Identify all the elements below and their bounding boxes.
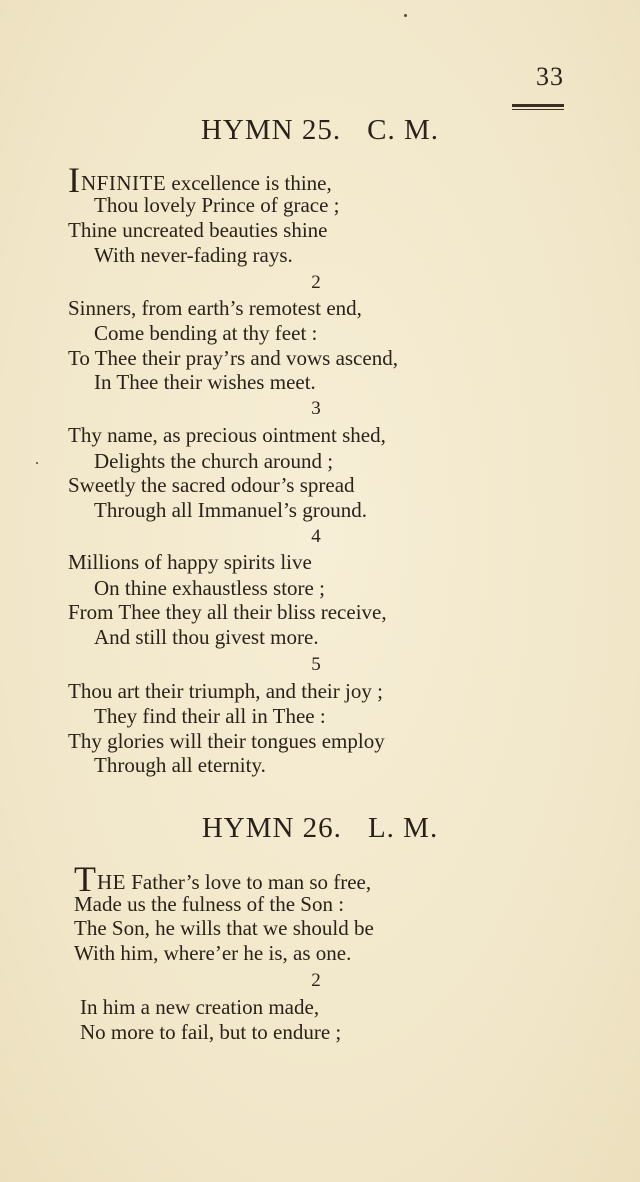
stanza-number: 2 [311, 970, 321, 991]
verse-line: They find their all in Thee : [94, 704, 326, 728]
ink-speck [404, 14, 407, 17]
first-word-caps: HE [97, 870, 126, 894]
first-word-caps: NFINITE [81, 171, 167, 195]
verse-line: Come bending at thy feet : [94, 321, 318, 345]
stanza-number: 4 [311, 526, 321, 547]
verse-line: Sinners, from earth’s remotest end, [68, 296, 362, 320]
header-rule-thin [512, 109, 564, 110]
stanza-number: 3 [311, 398, 321, 419]
verse-text: Father’s love to man so free, [126, 870, 372, 894]
verse-line: Thou lovely Prince of grace ; [94, 193, 340, 217]
verse-line: Thou art their triumph, and their joy ; [68, 679, 383, 703]
verse-text: excellence is thine, [166, 171, 332, 195]
verse-line: In him a new creation made, [80, 995, 320, 1019]
hymn-title [0, 812, 640, 845]
verse-line: Delights the church around ; [94, 449, 334, 473]
verse-line: Sweetly the sacred odour’s spread [68, 473, 355, 497]
verse-line: And still thou givest more. [94, 625, 319, 649]
hymn-title [0, 114, 640, 147]
drop-cap: T [74, 859, 96, 899]
header-rule [512, 104, 564, 107]
verse-line: Thy glories will their tongues employ [68, 729, 385, 753]
verse-line: Through all eternity. [94, 753, 266, 777]
verse-line: From Thee they all their bliss receive, [68, 600, 387, 624]
verse-line [74, 859, 372, 899]
verse-line [68, 160, 332, 200]
verse-line: Through all Immanuel’s ground. [94, 498, 367, 522]
verse-line: No more to fail, but to endure ; [80, 1020, 342, 1044]
hymn-number-label: HYMN 26. [201, 812, 342, 844]
verse-line: Thy name, as precious ointment shed, [68, 423, 386, 447]
page-number: 33 [536, 62, 564, 91]
verse-line: With him, where’er he is, as one. [74, 941, 352, 965]
verse-line: On thine exhaustless store ; [94, 576, 325, 600]
stanza-number: 5 [311, 654, 321, 675]
verse-line: Made us the fulness of the Son : [74, 892, 345, 916]
ink-speck [36, 462, 38, 464]
verse-line: With never-fading rays. [94, 243, 293, 267]
hymn-meter: L. M. [367, 812, 439, 844]
verse-line: The Son, he wills that we should be [74, 916, 374, 940]
drop-cap: I [68, 160, 80, 200]
hymn-number-label: HYMN 25. [200, 114, 342, 146]
verse-line: To Thee their pray’rs and vows ascend, [68, 346, 398, 370]
hymn-meter: C. M. [367, 114, 439, 146]
verse-line: Thine uncreated beauties shine [68, 218, 328, 242]
verse-line: In Thee their wishes meet. [94, 370, 316, 394]
verse-line: Millions of happy spirits live [68, 550, 312, 574]
stanza-number: 2 [311, 272, 321, 293]
